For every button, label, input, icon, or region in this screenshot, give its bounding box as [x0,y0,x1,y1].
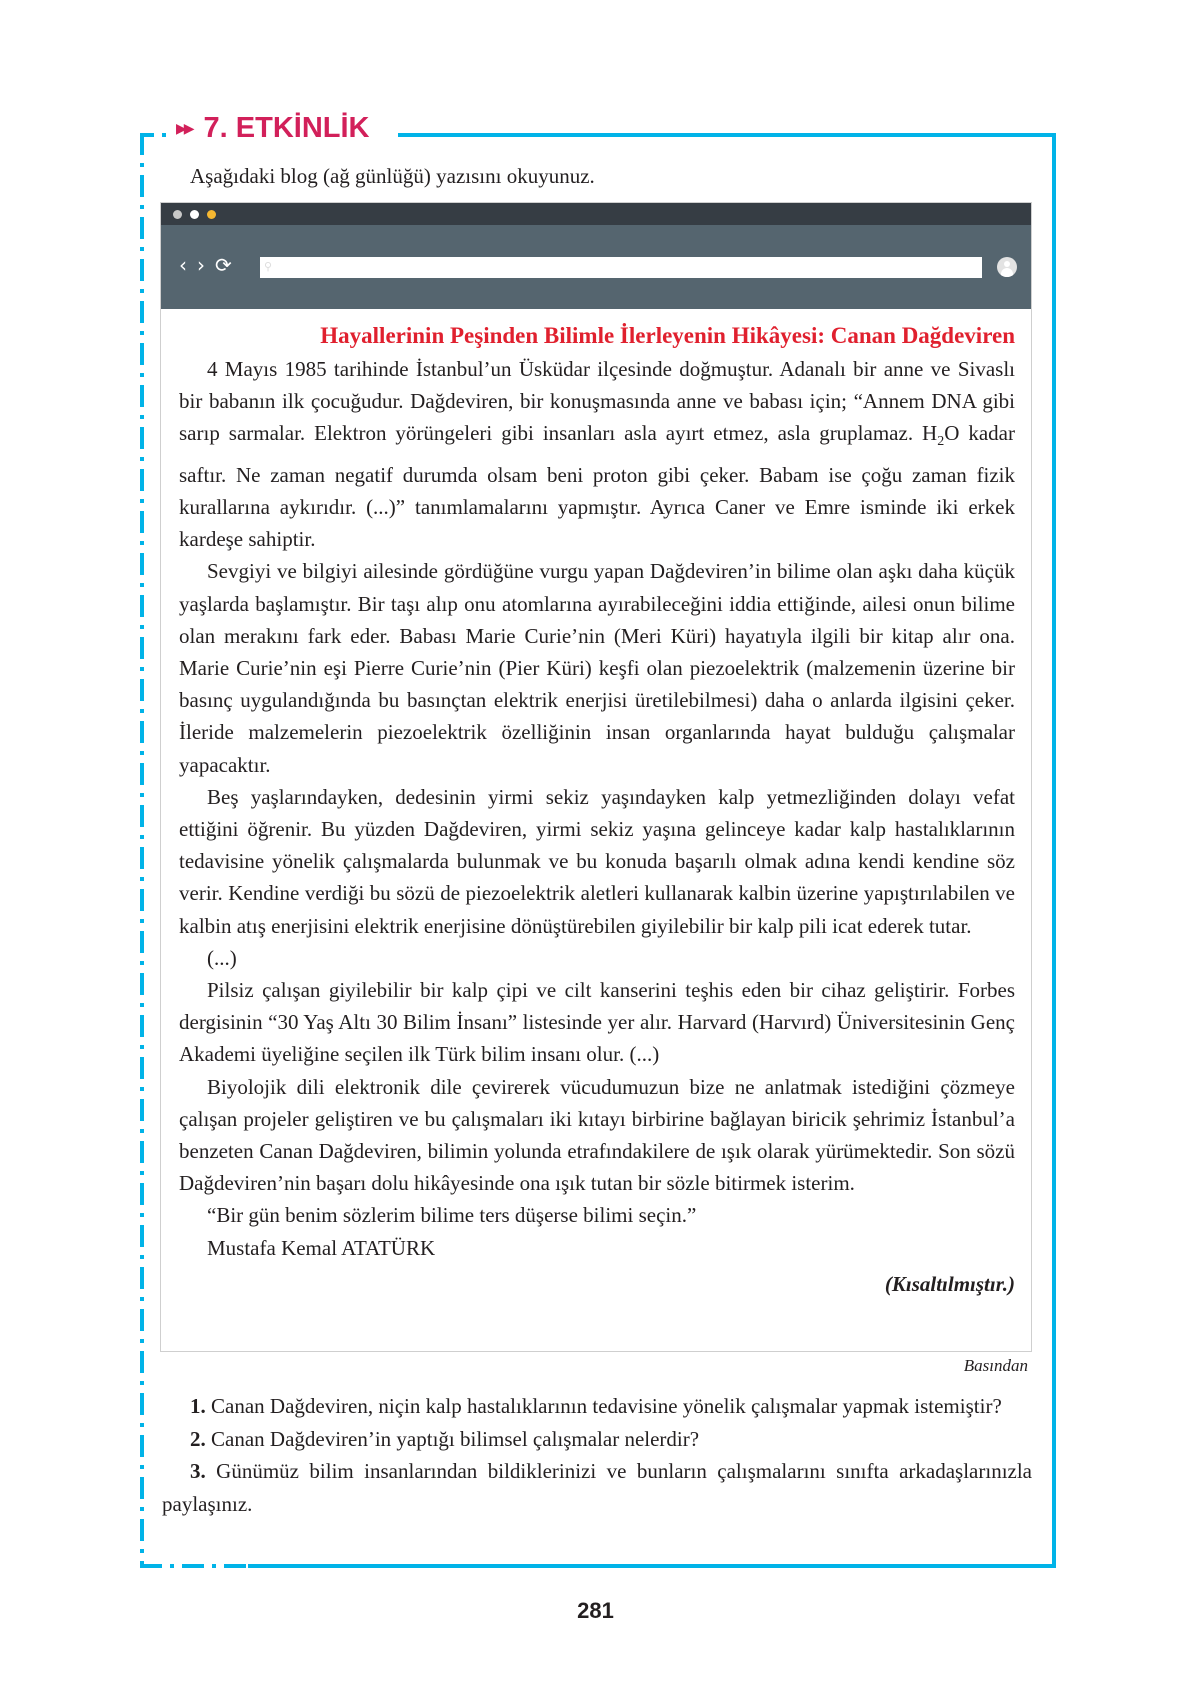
question-3 [162,1455,1032,1520]
window-dot-white-icon[interactable] [190,210,199,219]
blog-paragraph-1 [179,353,1015,555]
blog-paragraph-5: Biyolojik dili elektronik dile çevirerek vücudumuzun bize ne anlatmak istediğini çözmeye çalışan projeler geliştiren ve bu çalışmaları iki kıtayı birbirine bağlayan biricik şehrimiz İstanbul’a benzeten Canan Dağdeviren, bilimin yolunda etrafındakilere de ışık olarak yürümektedir. Son sözü Dağdeviren’nin başarı dolu hikâyesinde ona ışık tutan bir sözle bitirmek isterim. [179,1074,1015,1196]
frame-left-dashed-border [140,133,144,1568]
question-2 [162,1423,1032,1456]
question-number: 2. [190,1426,206,1451]
avatar-body [1001,268,1013,277]
browser-titlebar [161,203,1031,225]
frame-corner-dash [140,133,154,137]
user-avatar-icon[interactable] [997,257,1017,277]
back-icon[interactable]: ‹ [179,253,187,277]
page-number: 281 [577,1598,614,1623]
blog-paragraph-4: Pilsiz çalışan giyilebilir bir kalp çipi ve cilt kanserini teşhis eden bir cihaz geliştirir. Forbes dergisinin “30 Yaş Altı 30 Bilim İnsanı” listesinde yer alır. Harvard (Harvırd) Üniversitesinin Genç Akademi üyeliğine seçilen ilk Türk bilim insanı olur. (...) [179,978,1015,1067]
window-dot-yellow-icon[interactable] [207,210,216,219]
reload-icon[interactable]: ⟳ [215,253,232,277]
blog-content [161,309,1031,1297]
browser-nav [179,253,232,277]
search-icon: ⚲ [264,260,273,273]
window-dot-gray-icon[interactable] [173,210,182,219]
frame-bottom-border [248,1564,1056,1568]
question-number: 1. [190,1394,206,1418]
address-bar-input[interactable] [260,257,982,278]
activity-title: 7. ETKİNLİK [204,112,380,145]
frame-corner-dot [162,133,166,137]
question-1 [162,1390,1032,1423]
frame-right-border [1052,133,1056,1567]
frame-bottom-left-dashed-border [140,1564,248,1568]
blog-quote: “Bir gün benim sözlerim bilime ters düşerse bilimi seçin.” [207,1203,697,1228]
forward-icon[interactable]: › [197,253,205,277]
question-text: Canan Dağdeviren’in yaptığı bilimsel çalışmalar nelerdir? [205,1426,700,1451]
activity-heading [176,112,380,145]
question-list [162,1390,1032,1520]
p1-text-b: O kadar saftır. Ne zaman negatif durumda olsam beni proton gibi çeker. Babam ise çoğu zaman fizik kurallarına aykırıdır. (...)” tanımlamalarını yapmıştır. Ayrıca Caner ve Emre isminde iki erkek kardeşe sahiptir. [179,421,1015,552]
blog-title: Hayallerinin Peşinden Bilimle İlerleyenin Hikâyesi: Canan Dağdeviren [320,323,1015,348]
activity-instruction: Aşağıdaki blog (ağ günlüğü) yazısını okuyunuz. [190,164,595,188]
p1-text-a: 4 Mayıs 1985 tarihinde İstanbul’un Üsküdar ilçesinde doğmuştur. Adanalı bir anne ve Sivaslı bir babanın ilk çocuğudur. Dağdeviren, bir konuşmasında anne ve babası için; “Annem DNA gibi sarıp sarmalar. Elektron yörüngeleri gibi insanları asla ayırt etmez, asla gruplamaz. H [179,357,1015,446]
browser-toolbar [161,225,1031,309]
blog-paragraph-2: Sevgiyi ve bilgiyi ailesinde gördüğüne vurgu yapan Dağdeviren’in bilime olan aşkı daha küçük yaşlarda başlamıştır. Bir taşı alıp onu atomlarına ayırabileceğini iddia ettiğinde, ailesi onun bilime olan merakını fark eder. Babası Marie Curie’nin (Meri Küri) hayatıyla ilgili bir kitap alır ona. Marie Curie’nin eşi Pierre Curie’nin (Pier Küri) keşfi olan piezoelektrik (malzemenin üzerine bir basınç uygulandığında bu basınçtan elektrik enerjisi üretilebilmesi) daha o anlarda ilgisini çeker. İleride malzemelerin piezoelektrik özelliğinin insan organlarında hayat bulduğu çalışmalar yapacaktır. [179,559,1015,777]
p1-subscript: 2 [937,434,945,450]
question-text: Canan Dağdeviren, niçin kalp hastalıklarının tedavisine yönelik çalışmalar yapmak istemiştir? [205,1394,1002,1418]
avatar-head [1004,261,1010,267]
browser-window [160,202,1032,1352]
double-arrow-icon: ▶▶ [176,120,192,137]
blog-quote-author: Mustafa Kemal ATATÜRK [207,1235,436,1260]
blog-paragraph-3: Beş yaşlarındayken, dedesinin yirmi sekiz yaşındayken kalp yetmezliğinden dolayı vefat ettiğini öğrenir. Bu yüzden Dağdeviren, yirmi sekiz yaşına gelinceye kadar kalp hastalıklarının tedavisine yönelik çalışmalarda bulunmak ve bu konuda başarılı olmak adına kendi kendine söz verir. Kendine verdiği bu sözü de piezoelektrik aletleri kullanarak kalbin üzerine yapıştırılabilen ve kalbin atış enerjisini elektrik enerjisine dönüştürebilen giyilebilir bir kalp pili icat ederek tutar. [179,784,1015,938]
frame-top-border [398,133,1056,137]
blog-ellipsis: (...) [207,945,237,970]
question-text: Günümüz bilim insanlarından bildiklerinizi ve bunların çalışmalarını sınıfta arkadaşlarınızla paylaşınız. [162,1459,1032,1516]
source-credit: Basından [963,1356,1028,1375]
question-number: 3. [190,1459,206,1483]
abridged-note: (Kısaltılmıştır.) [884,1271,1015,1296]
